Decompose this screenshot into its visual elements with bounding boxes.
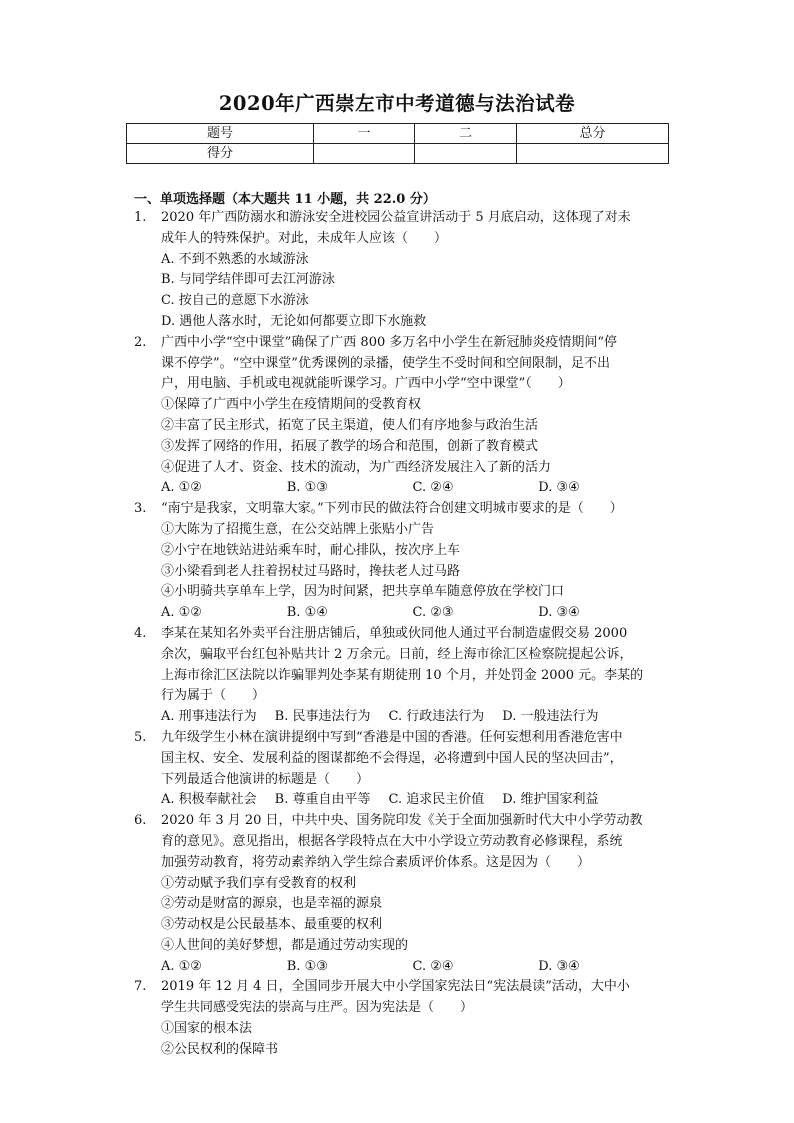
- question-stem-line: 育的意见》。意见指出，根据各学段特点在大中小学设立劳动教育必修课程，系统: [161, 833, 623, 849]
- question-statement: ③小梁看到老人拄着拐杖过马路时，搀扶老人过马路: [161, 563, 461, 579]
- score-cell: [415, 144, 517, 164]
- answer-option[interactable]: A. 积极奉献社会: [161, 792, 257, 808]
- answer-option[interactable]: D. 维护国家利益: [502, 792, 599, 808]
- question-stem-line: 李某在某知名外卖平台注册店铺后，单独或伙同他人通过平台制造虚假交易 2000: [161, 625, 628, 641]
- answer-option[interactable]: A. 不到不熟悉的水域游泳: [161, 251, 309, 267]
- question-number: 4.: [134, 625, 147, 641]
- question-statement: ③劳动权是公民最基本、最重要的权利: [161, 917, 383, 933]
- question-stem-line: 加强劳动教育，将劳动素养纳入学生综合素质评价体系。这是因为（ ）: [161, 854, 591, 870]
- score-table: [126, 123, 669, 164]
- answer-options: [161, 957, 664, 978]
- question-stem-line: 行为属于（ ）: [161, 688, 266, 704]
- question-number: 5.: [134, 729, 147, 745]
- question-stem-line: 2020 年广西防溺水和游泳安全进校园公益宣讲活动于 5 月底启动，这体现了对未: [161, 210, 631, 225]
- answer-options: [161, 707, 664, 728]
- question-statement: ④小明骑共享单车上学，因为时间紧，把共享单车随意停放在学校门口: [161, 584, 565, 600]
- answer-options: [161, 603, 664, 624]
- question-stem-line: 广西中小学“空中课堂”确保了广西 800 多万名中小学生在新冠肺炎疫情期间“停: [161, 334, 618, 350]
- score-cell: [517, 144, 669, 164]
- answer-options: [161, 478, 664, 499]
- answer-option[interactable]: A. ①②: [161, 958, 202, 974]
- question-statement: ②丰富了民主形式，拓宽了民主渠道，使人们有序地参与政治生活: [161, 417, 539, 433]
- question-4: [134, 624, 664, 728]
- question-number: 2.: [134, 334, 147, 350]
- question-number: 3.: [134, 501, 147, 517]
- question-statement: ①大陈为了招揽生意，在公交站牌上张贴小广告: [161, 521, 435, 537]
- answer-option[interactable]: B. 民事违法行为: [274, 709, 371, 725]
- score-table-score-row: [127, 144, 669, 164]
- question-stem-line: “南宁是我家，文明靠大家。”下列市民的做法符合创建文明城市要求的是（ ）: [161, 501, 623, 517]
- score-table-header-cell: 总分: [517, 124, 669, 144]
- question-3: [134, 499, 664, 624]
- question-statement: ①保障了广西中小学生在疫情期间的受教育权: [161, 397, 422, 413]
- score-table-header-cell: 题号: [127, 124, 314, 144]
- question-statement: ④促进了人才、资金、技术的流动，为广西经济发展注入了新的活力: [161, 459, 552, 475]
- answer-option[interactable]: D. ③④: [538, 480, 580, 496]
- answer-option[interactable]: B. 尊重自由平等: [274, 792, 371, 808]
- score-table-header-cell: 一: [314, 124, 415, 144]
- question-statement: ③发挥了网络的作用，拓展了教学的场合和范围，创新了教育模式: [161, 438, 539, 454]
- answer-option[interactable]: C. 行政违法行为: [388, 709, 485, 725]
- question-number: 1.: [134, 210, 147, 225]
- answer-option[interactable]: B. 与同学结伴即可去江河游泳: [161, 272, 335, 288]
- question-statement: ②公民权利的保障书: [161, 1041, 279, 1057]
- answer-option[interactable]: D. 遇他人落水时，无论如何都要立即下水施救: [161, 313, 427, 329]
- question-list: [134, 208, 664, 1061]
- answer-option[interactable]: C. ②④: [412, 958, 454, 974]
- answer-option[interactable]: B. ①③: [286, 958, 328, 974]
- answer-option[interactable]: D. ③④: [538, 605, 580, 621]
- question-stem-line: 2019 年 12 月 4 日，全国同步开展大中小学国家宪法日“宪法晨读”活动，大中小: [161, 979, 630, 995]
- answer-option[interactable]: B. ①④: [286, 605, 328, 621]
- question-stem-line: 九年级学生小林在演讲提纲中写到“香港是中国的香港。任何妄想利用香港危害中: [161, 729, 623, 745]
- question-statement: ④人世间的美好梦想，都是通过劳动实现的: [161, 937, 409, 953]
- answer-option[interactable]: B. ①③: [286, 480, 328, 496]
- answer-option[interactable]: C. ②③: [412, 605, 454, 621]
- question-stem-line: 户，用电脑、手机或电视就能听课学习。广西中小学“空中课堂”（ ）: [161, 376, 571, 392]
- answer-option[interactable]: A. ①②: [161, 605, 202, 621]
- question-stem-line: 余次，骗取平台红包补贴共计 2 万余元。日前，经上海市徐汇区检察院提起公诉，: [161, 646, 633, 662]
- question-5: [134, 728, 664, 811]
- question-statement: ①国家的根本法: [161, 1021, 253, 1037]
- answer-option[interactable]: C. 按自己的意愿下水游泳: [161, 293, 309, 309]
- question-stem-line: 课不停学”。“空中课堂”优秀课例的录播，使学生不受时间和空间限制，足不出: [161, 355, 610, 371]
- answer-option[interactable]: C. 追求民主价值: [388, 792, 485, 808]
- exam-title: 2020年广西崇左市中考道德与法治试卷: [218, 92, 576, 115]
- question-stem-line: 2020 年 3 月 20 日，中共中央、国务院印发《关于全面加强新时代大中小学劳动教: [161, 813, 643, 829]
- question-statement: ②小宁在地铁站进站乘车时，耐心排队，按次序上车: [161, 542, 461, 558]
- question-stem-line: 成年人的特殊保护。对此，未成年人应该（ ）: [161, 230, 448, 246]
- question-number: 7.: [134, 979, 147, 995]
- answer-option[interactable]: A. 刑事违法行为: [161, 709, 257, 725]
- question-stem-line: 上海市徐汇区法院以诈骗罪判处李某有期徒刑 10 个月，并处罚金 2000 元。李某的: [161, 667, 644, 683]
- question-number: 6.: [134, 813, 147, 829]
- question-2: [134, 333, 664, 499]
- section-heading: 一、单项选择题（本大题共 11 小题，共 22.0 分）: [134, 192, 436, 207]
- answer-option[interactable]: C. ②④: [412, 480, 454, 496]
- question-stem-line: 国主权、安全、发展利益的图谋都绝不会得逞，必将遭到中国人民的坚决回击”，: [161, 750, 623, 766]
- score-row-label: 得分: [127, 144, 314, 164]
- question-6: [134, 811, 664, 977]
- score-table-header-cell: 二: [415, 124, 517, 144]
- answer-option[interactable]: A. ①②: [161, 480, 202, 496]
- question-stem-line: 下列最适合他演讲的标题是（ ）: [161, 771, 370, 787]
- question-7: [134, 977, 664, 1060]
- question-stem-line: 学生共同感受宪法的崇高与庄严。因为宪法是（ ）: [161, 1000, 474, 1016]
- answer-options: [161, 790, 664, 811]
- answer-option[interactable]: D. 一般违法行为: [502, 709, 599, 725]
- answer-option[interactable]: D. ③④: [538, 958, 580, 974]
- question-statement: ①劳动赋予我们享有受教育的权利: [161, 875, 357, 891]
- question-statement: ②劳动是财富的源泉，也是幸福的源泉: [161, 896, 383, 912]
- score-table-header-row: [127, 124, 669, 144]
- question-1: [134, 208, 664, 333]
- score-cell: [314, 144, 415, 164]
